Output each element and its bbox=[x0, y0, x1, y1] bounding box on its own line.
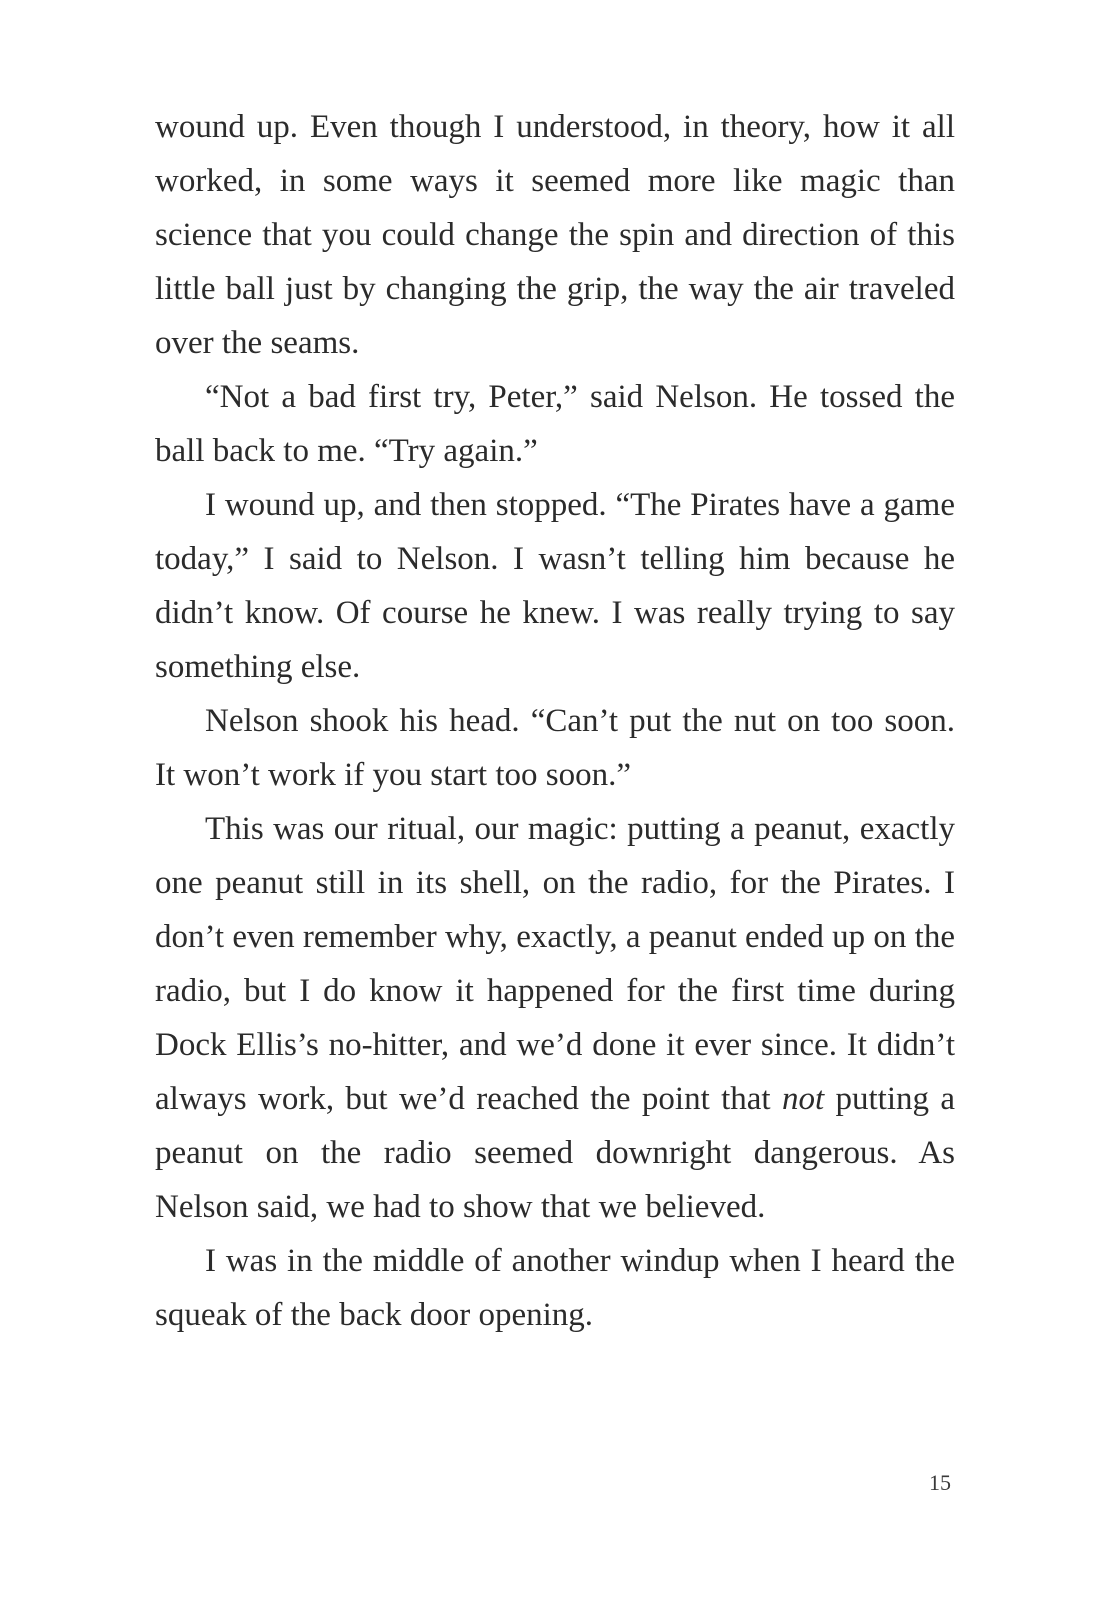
paragraph-5 bbox=[155, 802, 955, 1234]
paragraph-2: “Not a bad first try, Peter,” said Nelson. He tossed the ball back to me. “Try again.” bbox=[155, 379, 955, 469]
paragraph-1: wound up. Even though I understood, in theory, how it all worked, in some ways it seemed more like magic than science that you could change the spin and direction of this little ball just by changing the grip, the way the air traveled over the seams. bbox=[155, 109, 955, 361]
italic-emphasis: not bbox=[781, 1081, 825, 1117]
paragraph-5-part-2: putting a peanut on the radio seemed downright dangerous. As Nelson said, we had to show that we believed. bbox=[155, 1081, 955, 1225]
paragraph-4: Nelson shook his head. “Can’t put the nut on too soon. It won’t work if you start too soon.” bbox=[155, 703, 955, 793]
paragraph-5-part-1: This was our ritual, our magic: putting a peanut, exactly one peanut still in its shell, on the radio, for the Pirates. I don’t even remember why, exactly, a peanut ended up on the radio, but I do know it happened for the first time during Dock Ellis’s no-hitter, and we’d done it ever since. It didn’t always work, but we’d reached the point that bbox=[155, 811, 955, 1117]
page-number: 15 bbox=[929, 1470, 951, 1495]
paragraph-6: I was in the middle of another windup when I heard the squeak of the back door opening. bbox=[155, 1243, 955, 1333]
paragraph-3: I wound up, and then stopped. “The Pirates have a game today,” I said to Nelson. I wasn’t telling him because he didn’t know. Of course he knew. I was really trying to say something else. bbox=[155, 487, 955, 685]
body-text bbox=[155, 100, 955, 1342]
